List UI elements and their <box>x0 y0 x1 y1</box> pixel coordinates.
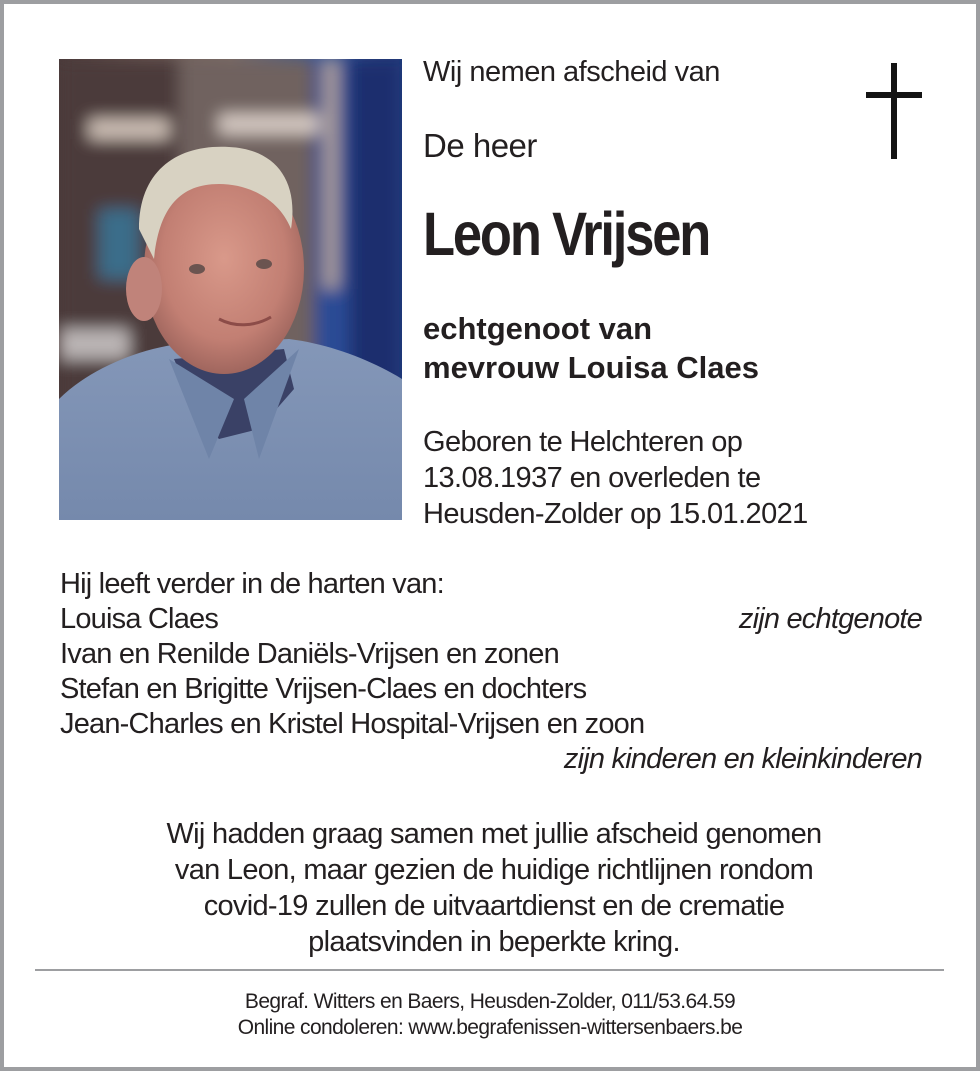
family-name: Jean-Charles en Kristel Hospital-Vrijsen en zoon <box>60 708 645 740</box>
portrait-photo <box>59 59 402 520</box>
footer <box>4 989 976 1041</box>
message-line: plaatsvinden in beperkte kring. <box>308 926 680 958</box>
separator-line <box>35 969 944 971</box>
dates-line: 13.08.1937 en overleden te <box>423 462 761 494</box>
dates-line: Heusden-Zolder op 15.01.2021 <box>423 498 808 530</box>
family-name: Ivan en Renilde Daniëls-Vrijsen en zonen <box>60 638 559 670</box>
message-line: van Leon, maar gezien de huidige richtlijnen rondom <box>174 854 814 886</box>
family-name: Stefan en Brigitte Vrijsen-Claes en dochters <box>60 673 587 705</box>
message-line: Wij hadden graag samen met jullie afscheid genomen <box>166 818 822 850</box>
cross-icon <box>866 63 922 159</box>
covid-message <box>44 816 944 960</box>
family-row <box>60 742 922 777</box>
family-relation: zijn kinderen en kleinkinderen <box>563 743 922 775</box>
family-list <box>60 567 922 777</box>
spouse-line: echtgenoot van <box>423 311 653 346</box>
spouse-line: mevrouw Louisa Claes <box>423 350 759 385</box>
family-relation: zijn echtgenote <box>738 603 922 635</box>
deceased-name: Leon Vrijsen <box>423 200 710 268</box>
intro-text: Wij nemen afscheid van <box>423 56 720 88</box>
dates-block <box>423 424 808 532</box>
honorific: De heer <box>423 127 537 164</box>
family-heading: Hij leeft verder in de harten van: <box>60 568 444 600</box>
family-row <box>60 602 922 637</box>
family-name: Louisa Claes <box>60 603 219 635</box>
spouse-block <box>423 309 759 387</box>
family-row <box>60 637 922 672</box>
undertaker-info: Begraf. Witters en Baers, Heusden-Zolder, 011/53.64.59 <box>244 990 736 1013</box>
family-row <box>60 672 922 707</box>
dates-line: Geboren te Helchteren op <box>423 426 743 458</box>
message-line: covid-19 zullen de uitvaartdienst en de crematie <box>203 890 785 922</box>
family-row <box>60 707 922 742</box>
condolence-link[interactable]: Online condoleren: www.begrafenissen-wittersenbaers.be <box>237 1016 743 1039</box>
portrait-illustration <box>59 59 402 520</box>
obituary-card <box>4 4 976 1067</box>
